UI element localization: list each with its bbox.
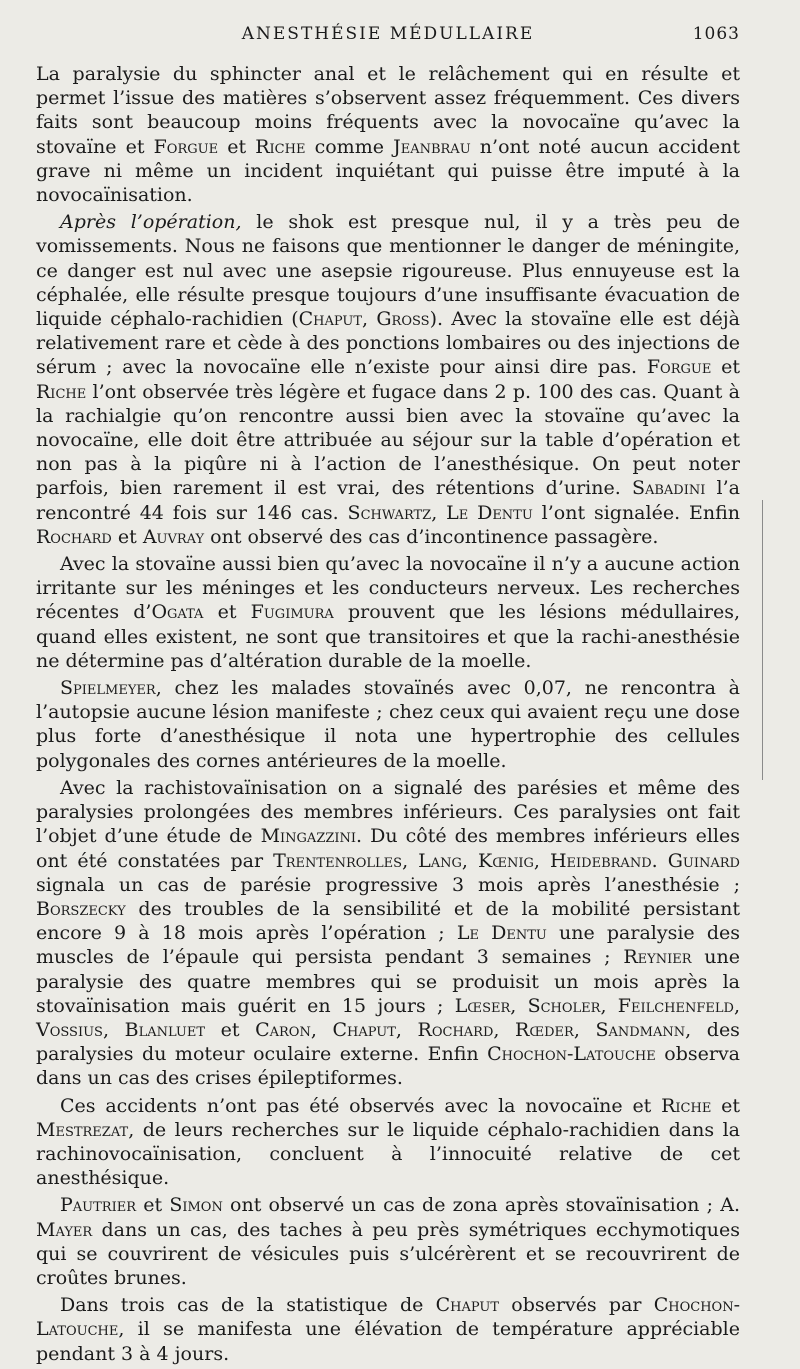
- author-name: Vossius: [36, 1018, 103, 1041]
- author-name: Reynier: [623, 946, 692, 969]
- text-run: comme: [305, 135, 394, 158]
- author-name: Auvray: [142, 525, 205, 548]
- author-name: Forgue: [646, 356, 712, 379]
- author-name: Forgue: [153, 135, 219, 158]
- author-name: Jeanbrau: [393, 135, 471, 158]
- author-name: Heidebrand: [549, 849, 652, 872]
- author-name: Schwartz: [347, 501, 432, 524]
- text-run: et: [711, 1094, 740, 1117]
- text-run: Avec la stovaïne aussi bien qu’avec la novocaïne il n’y a aucune action irritante sur les méninges et les conducteurs nerveux. Les recherches récentes d’: [36, 553, 740, 624]
- text-run: , de leurs recherches sur le liquide céphalo-rachidien dans la rachinovocaïnisation, concluent à l’innocuité relative de cet anesthésique.: [36, 1118, 740, 1190]
- text-run: une paralysie des quatre membres qui se produisit un mois après la stovaïnisation mais guérit en 15 jours ;: [36, 946, 740, 1017]
- text-run: ont observé des cas d’incontinence passagère.: [204, 525, 659, 548]
- author-name: Scholer: [527, 994, 601, 1017]
- text-run: . Du côté des membres inférieurs elles ont été constatées par: [36, 825, 740, 872]
- author-name: Feilchenfeld: [617, 994, 734, 1017]
- author-name: Gross: [376, 308, 430, 331]
- paragraph: [36, 776, 740, 1091]
- text-run: le shok est presque nul, il y a très peu de vomissements. Nous ne faisons que mentionner le danger de méningite, ce danger est nul avec une asepsie rigoureuse. Plus ennuyeuse est la céphalée, elle résulte presque toujours d’une insuffisante évacuation de liquide céphalo-rachidien (: [36, 211, 740, 331]
- author-name: Rœder: [515, 1018, 574, 1041]
- text-run: La paralysie du sphincter anal et le relâchement qui en résulte et permet l’issue des matières s’observent assez fréquemment. Ces divers faits sont beaucoup moins fréquents avec la novocaïne qu’avec la stovaïne et: [36, 63, 740, 158]
- text-run: ,: [510, 994, 528, 1017]
- author-name: Chochon-Latouche: [36, 1294, 740, 1341]
- margin-mark: [762, 500, 763, 780]
- text-run: ,: [533, 849, 550, 872]
- text-run: prouvent que les lésions médullaires, quand elles existent, ne sont que transitoires et que la rachi-anesthésie ne détermine pas d’altération durable de la moelle.: [36, 601, 740, 672]
- text-run: et: [205, 1018, 256, 1041]
- text-run: ,: [310, 1018, 333, 1041]
- text-run: et: [203, 601, 251, 624]
- text-run: , chez les malades stovaïnés avec 0,07, ne rencontra à l’autopsie aucune lésion manifeste ; chez ceux qui avaient reçu une dose plus forte d’anesthésique il nota une hypertrophie des cellules polygonales des cornes antérieures de la moelle.: [36, 677, 740, 772]
- text-run: une paralysie des muscles de l’épaule qui persista pendant 3 semaines ;: [36, 922, 741, 969]
- paragraph: [36, 552, 740, 673]
- text-run: ,: [733, 994, 740, 1017]
- text-run: et: [111, 525, 143, 548]
- author-name: Blanluet: [124, 1018, 206, 1041]
- paragraph: [36, 676, 740, 773]
- text-run: ,: [461, 849, 479, 872]
- text-run: , il se manifesta une élévation de température appréciable pendant 3 à 4 jours.: [36, 1318, 740, 1365]
- text-run: ont observé un cas de zona après stovaïnisation ; A.: [222, 1194, 740, 1217]
- text-run: l’ont observée très légère et fugace dans 2 p. 100 des cas. Quant à la rachialgie qu’on rencontre aussi bien avec la stovaïne qu’avec la novocaïne, elle doit être attribuée au séjour sur la table d’opération et non pas à la piqûre ni à l’action de l’anesthésique. On peut noter parfois, bien rarement il est vrai, des rétentions d’urine.: [36, 380, 740, 500]
- text-run: ,: [102, 1018, 125, 1041]
- page-number: 1063: [692, 24, 740, 44]
- running-header: [36, 24, 740, 50]
- author-name: Pautrier: [60, 1194, 137, 1217]
- body-text: [36, 62, 740, 1369]
- author-name: Mingazzini: [260, 825, 357, 848]
- paragraph: [36, 1193, 740, 1290]
- author-name: Trentenrolles: [273, 849, 403, 872]
- author-name: Rochard: [417, 1018, 494, 1041]
- author-name: Riche: [661, 1094, 712, 1117]
- text-run: ,: [600, 994, 618, 1017]
- author-name: Mayer: [36, 1218, 93, 1241]
- text-run: ,: [493, 1018, 516, 1041]
- text-run: l’a rencontré 44 fois sur 146 cas.: [36, 477, 740, 524]
- text-run: ,: [402, 849, 419, 872]
- author-name: Mestrezat: [36, 1118, 129, 1141]
- author-name: Riche: [255, 135, 306, 158]
- author-name: Borszecky: [36, 897, 126, 920]
- text-run: signala un cas de parésie progressive 3 mois après l’anesthésie ;: [36, 873, 740, 896]
- text-run: .: [651, 849, 668, 872]
- text-run: , des paralysies du moteur oculaire externe. Enfin: [36, 1018, 740, 1066]
- paragraph: [36, 1094, 740, 1191]
- author-name: Chochon-Latouche: [487, 1043, 656, 1066]
- author-name: Guinard: [667, 849, 740, 872]
- text-run: ,: [395, 1018, 418, 1041]
- author-name: Sabadini: [631, 477, 706, 500]
- author-name: Chaput: [435, 1294, 500, 1317]
- text-run: observés par: [499, 1294, 654, 1317]
- author-name: Riche: [36, 380, 87, 403]
- text-run: ,: [431, 501, 447, 524]
- text-run: et: [136, 1194, 170, 1217]
- author-name: Le Dentu: [456, 922, 547, 945]
- author-name: Rochard: [36, 525, 112, 548]
- text-run: Dans trois cas de la statistique de: [60, 1294, 436, 1317]
- author-name: Le Dentu: [446, 501, 533, 524]
- author-name: Caron: [255, 1018, 311, 1041]
- author-name: Spielmeyer: [60, 677, 156, 700]
- running-title: ANESTHÉSIE MÉDULLAIRE: [241, 24, 535, 44]
- text-run: des troubles de la sensibilité et de la mobilité persistant encore 9 à 18 mois après l’opération ;: [36, 897, 740, 945]
- text-run: observa dans un cas des crises épileptiformes.: [36, 1043, 741, 1090]
- text-run: ). Avec la stovaïne elle est déjà relativement rare et cède à des ponctions lombaires ou des injections de sérum ; avec la novocaïne elle n’existe pour ainsi dire pas.: [36, 308, 740, 379]
- text-run: et: [711, 356, 741, 379]
- author-name: Sandmann: [595, 1018, 686, 1041]
- text-run: ,: [362, 308, 377, 331]
- text-run: dans un cas, des taches à peu près symétriques ecchymotiques qui se couvrirent de vésicules puis s’ulcérèrent et se recouvrirent de croûtes brunes.: [36, 1218, 740, 1289]
- italic-phrase: Après l’opération,: [60, 211, 242, 234]
- author-name: Fugimura: [250, 601, 334, 624]
- author-name: Chaput: [332, 1018, 396, 1041]
- paragraph: [36, 62, 740, 207]
- author-name: Kœnig: [478, 849, 534, 872]
- text-run: ,: [573, 1018, 596, 1041]
- text-run: n’ont noté aucun accident grave ni même un incident inquiétant qui puisse être imputé à la novocaïnisation.: [36, 135, 740, 207]
- paragraph: [36, 1293, 740, 1366]
- author-name: Simon: [169, 1194, 223, 1217]
- paragraph: [36, 210, 740, 549]
- text-run: Avec la rachistovaïnisation on a signalé des parésies et même des paralysies prolongées des membres inférieurs. Ces paralysies ont fait l’objet d’une étude de: [36, 776, 740, 848]
- author-name: Chaput: [298, 308, 363, 331]
- author-name: Lang: [418, 849, 462, 872]
- text-run: et: [218, 135, 256, 158]
- author-name: Ogata: [151, 601, 204, 624]
- author-name: Lœser: [454, 994, 511, 1017]
- text-run: l’ont signalée. Enfin: [532, 501, 740, 524]
- text-run: Ces accidents n’ont pas été observés avec la novocaïne et: [60, 1094, 662, 1117]
